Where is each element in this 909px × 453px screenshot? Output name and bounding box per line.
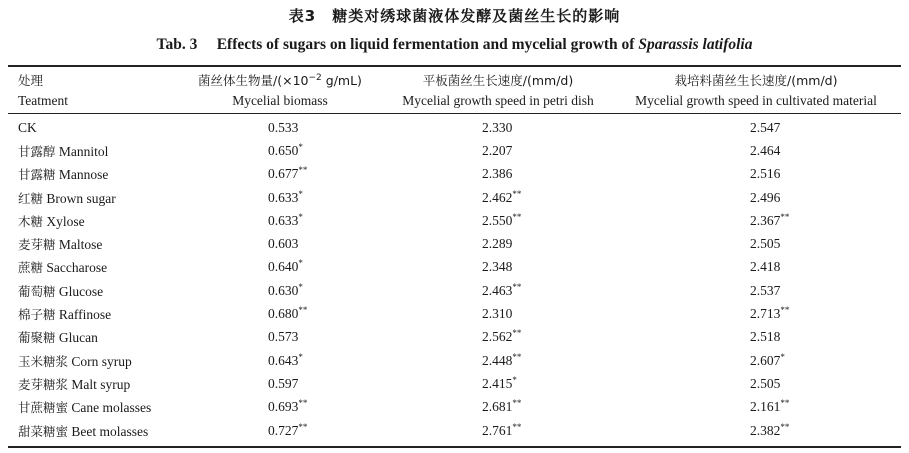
- petri-speed-cell: [392, 116, 624, 139]
- petri-speed-cell: [392, 232, 624, 255]
- treatment-cell: [8, 209, 188, 232]
- table-title-chinese: 表3 糖类对绣球菌液体发酵及菌丝生长的影响: [288, 7, 621, 25]
- treatment-cell: [8, 232, 188, 255]
- table-row: [8, 349, 901, 372]
- treatment-name-cn: 红糖: [18, 190, 44, 206]
- table-title-english: [0, 35, 909, 55]
- biomass-cell-value: 0.630: [268, 282, 299, 298]
- biomass-cell: [188, 396, 392, 419]
- biomass-cell: [188, 326, 392, 349]
- table-top-rule: [8, 65, 901, 67]
- biomass-cell: [188, 302, 392, 325]
- treatment-name-cn: 甘露糖: [18, 167, 56, 183]
- treatment-cell: [8, 279, 188, 302]
- table-row: [8, 209, 901, 232]
- header-cultivated-cn: 栽培料菌丝生长速度/(mm/d): [674, 73, 838, 88]
- petri-speed-cell: [392, 186, 624, 209]
- biomass-cell: [188, 419, 392, 442]
- significance-mark: *: [780, 351, 785, 362]
- treatment-name-en: Raffinose: [58, 307, 112, 323]
- petri-speed-cell: [392, 349, 624, 372]
- treatment-name-cn: 蔗糖: [18, 260, 44, 276]
- significance-mark: **: [512, 398, 522, 409]
- biomass-cell: [188, 209, 392, 232]
- table-row: [8, 139, 901, 162]
- table-bottom-rule: [8, 446, 901, 448]
- treatment-cell: [8, 256, 188, 279]
- cultivated-speed-cell: [624, 139, 901, 162]
- treatment-name-en: CK: [18, 119, 37, 135]
- significance-mark: **: [298, 165, 308, 176]
- treatment-name-en: Cane molasses: [71, 400, 152, 416]
- cultivated-speed-cell: [624, 326, 901, 349]
- table-row: [8, 279, 901, 302]
- biomass-cell: [188, 163, 392, 186]
- petri-speed-cell: [392, 419, 624, 442]
- table-header-rule: [8, 113, 901, 114]
- petri-speed-cell-value: 2.348: [482, 259, 513, 275]
- significance-mark: *: [298, 141, 303, 152]
- biomass-cell: [188, 116, 392, 139]
- treatment-name-cn: 玉米糖浆: [18, 353, 69, 369]
- cultivated-speed-cell: [624, 186, 901, 209]
- biomass-cell-value: 0.573: [268, 329, 299, 345]
- petri-speed-cell: [392, 209, 624, 232]
- petri-speed-cell: [392, 326, 624, 349]
- treatment-name-cn: 甘露醇: [18, 143, 56, 159]
- significance-mark: **: [512, 211, 522, 222]
- treatment-name-cn: 葡聚糖: [18, 330, 56, 346]
- table-row: [8, 186, 901, 209]
- header-cultivated: [620, 71, 892, 111]
- header-biomass-exponent: −2: [308, 73, 322, 83]
- biomass-cell-value: 0.633: [268, 189, 299, 205]
- treatment-name-en: Mannitol: [58, 143, 109, 159]
- header-biomass-cn-a: 菌丝体生物量/(×10: [198, 73, 309, 88]
- biomass-cell-value: 0.693: [268, 399, 299, 415]
- petri-speed-cell: [392, 163, 624, 186]
- biomass-cell: [188, 186, 392, 209]
- petri-speed-cell-value: 2.289: [482, 236, 513, 252]
- biomass-cell: [188, 349, 392, 372]
- petri-speed-cell: [392, 139, 624, 162]
- cultivated-speed-cell: [624, 279, 901, 302]
- cultivated-speed-cell: [624, 209, 901, 232]
- treatment-name-en: Beet molasses: [71, 423, 149, 439]
- cultivated-speed-cell: [624, 302, 901, 325]
- cultivated-speed-cell: [624, 163, 901, 186]
- cultivated-speed-cell: [624, 419, 901, 442]
- treatment-name-cn: 麦芽糖: [18, 237, 56, 253]
- treatment-cell: [8, 163, 188, 186]
- biomass-cell-value: 0.643: [268, 352, 299, 368]
- biomass-cell: [188, 372, 392, 395]
- biomass-cell-value: 0.633: [268, 212, 299, 228]
- biomass-cell-value: 0.603: [268, 236, 299, 252]
- treatment-cell: [8, 349, 188, 372]
- significance-mark: *: [298, 188, 303, 199]
- header-biomass-cn-b: g/mL): [321, 73, 362, 88]
- biomass-cell-value: 0.597: [268, 375, 299, 391]
- table-row: [8, 419, 901, 442]
- treatment-name-cn: 麦芽糖浆: [18, 376, 69, 392]
- significance-mark: **: [780, 305, 790, 316]
- cultivated-speed-cell-value: 2.537: [750, 282, 781, 298]
- significance-mark: *: [298, 258, 303, 269]
- significance-mark: *: [298, 211, 303, 222]
- significance-mark: **: [512, 281, 522, 292]
- treatment-name-en: Mannose: [58, 167, 109, 183]
- header-petri-cn: 平板菌丝生长速度/(mm/d): [422, 73, 574, 88]
- table-row: [8, 163, 901, 186]
- petri-speed-cell-value: 2.681: [482, 399, 513, 415]
- biomass-cell-value: 0.727: [268, 422, 299, 438]
- significance-mark: **: [512, 188, 522, 199]
- significance-mark: *: [298, 281, 303, 292]
- treatment-name-en: Glucose: [58, 283, 104, 299]
- treatment-name-en: Brown sugar: [46, 190, 116, 206]
- table-row: [8, 372, 901, 395]
- cultivated-speed-cell-value: 2.518: [750, 329, 781, 345]
- biomass-cell-value: 0.640: [268, 259, 299, 275]
- cultivated-speed-cell: [624, 396, 901, 419]
- treatment-name-cn: 棉子糖: [18, 307, 56, 323]
- table-row: [8, 396, 901, 419]
- cultivated-speed-cell: [624, 349, 901, 372]
- table-row: [8, 256, 901, 279]
- header-treatment: [18, 71, 68, 111]
- table-title-english-text: Tab. 3 Effects of sugars on liquid fermentation and mycelial growth of: [156, 36, 639, 53]
- petri-speed-cell-value: 2.448: [482, 352, 513, 368]
- treatment-cell: [8, 186, 188, 209]
- treatment-cell: [8, 396, 188, 419]
- table-row: [8, 232, 901, 255]
- cultivated-speed-cell-value: 2.607: [750, 352, 781, 368]
- petri-speed-cell-value: 2.386: [482, 166, 513, 182]
- petri-speed-cell: [392, 302, 624, 325]
- significance-mark: **: [780, 398, 790, 409]
- cultivated-speed-cell-value: 2.505: [750, 236, 781, 252]
- cultivated-speed-cell-value: 2.464: [750, 142, 781, 158]
- significance-mark: *: [512, 374, 517, 385]
- significance-mark: *: [298, 351, 303, 362]
- treatment-cell: [8, 419, 188, 442]
- header-biomass-en: Mycelial biomass: [232, 93, 328, 108]
- petri-speed-cell-value: 2.330: [482, 119, 513, 135]
- header-petri-en: Mycelial growth speed in petri dish: [402, 93, 594, 108]
- treatment-name-en: Malt syrup: [71, 376, 131, 392]
- cultivated-speed-cell-value: 2.505: [750, 375, 781, 391]
- cultivated-speed-cell-value: 2.713: [750, 306, 781, 322]
- species-name: Sparassis latifolia: [638, 36, 753, 53]
- treatment-name-en: Corn syrup: [71, 353, 132, 369]
- significance-mark: **: [298, 398, 308, 409]
- cultivated-speed-cell: [624, 116, 901, 139]
- biomass-cell-value: 0.677: [268, 166, 299, 182]
- table-row: [8, 302, 901, 325]
- treatment-name-en: Glucan: [58, 330, 98, 346]
- cultivated-speed-cell-value: 2.547: [750, 119, 781, 135]
- significance-mark: **: [298, 421, 308, 432]
- significance-mark: **: [512, 421, 522, 432]
- cultivated-speed-cell-value: 2.161: [750, 399, 781, 415]
- treatment-name-cn: 木糖: [18, 213, 44, 229]
- header-biomass: [178, 71, 382, 111]
- treatment-name-en: Saccharose: [46, 260, 108, 276]
- petri-speed-cell-value: 2.761: [482, 422, 513, 438]
- table-row: [8, 116, 901, 139]
- significance-mark: **: [780, 421, 790, 432]
- cultivated-speed-cell-value: 2.516: [750, 166, 781, 182]
- treatment-name-cn: 甜菜糖蜜: [18, 423, 69, 439]
- treatment-cell: [8, 139, 188, 162]
- petri-speed-cell-value: 2.310: [482, 306, 513, 322]
- significance-mark: **: [298, 305, 308, 316]
- cultivated-speed-cell: [624, 256, 901, 279]
- petri-speed-cell-value: 2.463: [482, 282, 513, 298]
- treatment-cell: [8, 116, 188, 139]
- header-treatment-en: Teatment: [18, 93, 69, 108]
- treatment-cell: [8, 372, 188, 395]
- petri-speed-cell-value: 2.550: [482, 212, 513, 228]
- biomass-cell-value: 0.680: [268, 306, 299, 322]
- biomass-cell-value: 0.533: [268, 119, 299, 135]
- treatment-cell: [8, 326, 188, 349]
- treatment-name-cn: 甘蔗糖蜜: [18, 400, 69, 416]
- petri-speed-cell-value: 2.562: [482, 329, 513, 345]
- treatment-name-en: Maltose: [58, 237, 103, 253]
- biomass-cell: [188, 139, 392, 162]
- petri-speed-cell: [392, 279, 624, 302]
- cultivated-speed-cell-value: 2.382: [750, 422, 781, 438]
- biomass-cell: [188, 256, 392, 279]
- treatment-name-en: Xylose: [46, 213, 85, 229]
- sugar-effects-table: [8, 116, 901, 442]
- petri-speed-cell-value: 2.415: [482, 375, 513, 391]
- petri-speed-cell-value: 2.462: [482, 189, 513, 205]
- treatment-name-cn: 葡萄糖: [18, 283, 56, 299]
- biomass-cell: [188, 232, 392, 255]
- petri-speed-cell: [392, 396, 624, 419]
- cultivated-speed-cell-value: 2.418: [750, 259, 781, 275]
- significance-mark: **: [780, 211, 790, 222]
- petri-speed-cell-value: 2.207: [482, 142, 513, 158]
- treatment-cell: [8, 302, 188, 325]
- significance-mark: **: [512, 328, 522, 339]
- header-biomass-cn: [178, 71, 382, 91]
- header-petri: [388, 71, 608, 111]
- petri-speed-cell: [392, 256, 624, 279]
- petri-speed-cell: [392, 372, 624, 395]
- biomass-cell: [188, 279, 392, 302]
- cultivated-speed-cell-value: 2.496: [750, 189, 781, 205]
- significance-mark: **: [512, 351, 522, 362]
- header-treatment-cn: 处理: [18, 73, 44, 88]
- table-row: [8, 326, 901, 349]
- cultivated-speed-cell: [624, 232, 901, 255]
- table-body: [8, 116, 901, 442]
- biomass-cell-value: 0.650: [268, 142, 299, 158]
- cultivated-speed-cell-value: 2.367: [750, 212, 781, 228]
- cultivated-speed-cell: [624, 372, 901, 395]
- header-cultivated-en: Mycelial growth speed in cultivated material: [635, 93, 877, 108]
